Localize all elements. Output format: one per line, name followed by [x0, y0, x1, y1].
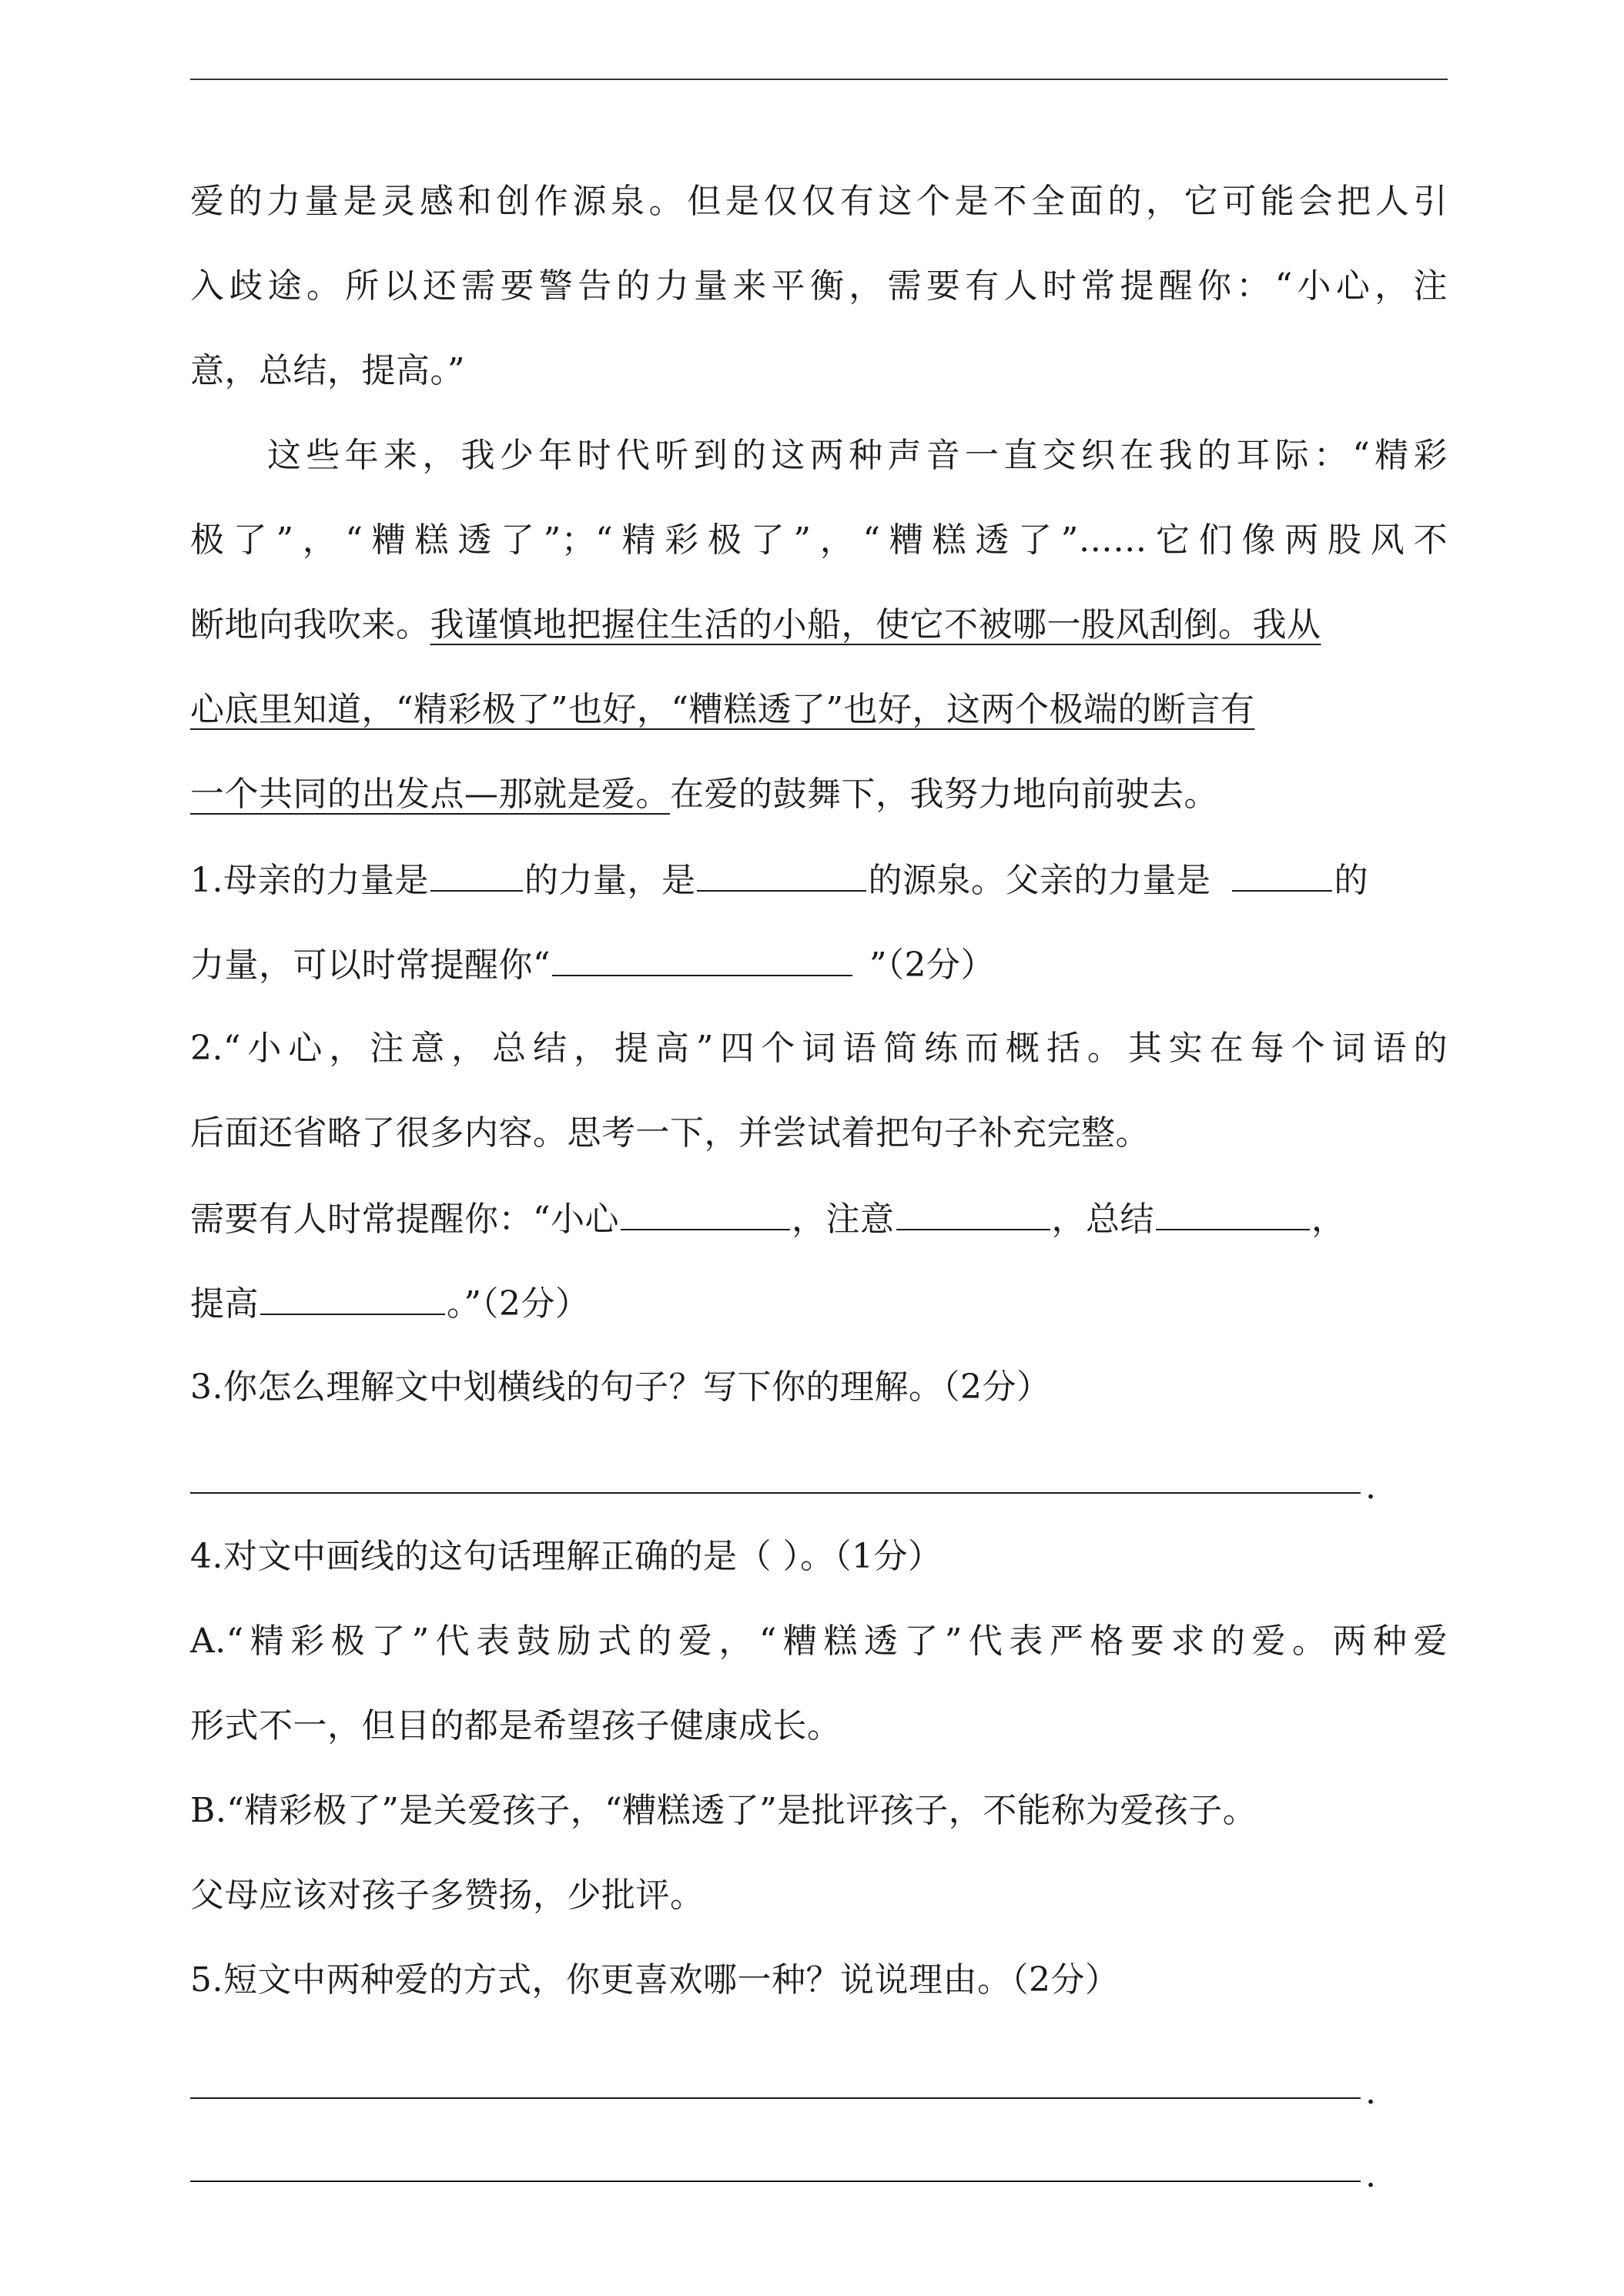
- option-b-line-1[interactable]: B.“精彩极了”是关爱孩子，“糟糕透了”是批评孩子，不能称为爱孩子。: [190, 1791, 1257, 1830]
- underlined-sentence: 一个共同的出发点—那就是爱。: [190, 775, 670, 814]
- question-text: ”（2分）: [869, 946, 995, 985]
- passage-text: 在爱的鼓舞下，我努力地向前驶去。: [670, 775, 1218, 814]
- answer-line-end: .: [1365, 2073, 1376, 2112]
- answer-line-end: .: [1365, 1468, 1376, 1507]
- fill-blank[interactable]: [621, 1195, 790, 1230]
- question-text: 需要有人时常提醒你：“小心: [190, 1200, 619, 1239]
- question-text: 的: [1334, 861, 1368, 900]
- question-text: 。”（2分）: [447, 1284, 590, 1324]
- question-text: 提高: [190, 1284, 259, 1324]
- question-text: 的力量，是: [524, 861, 696, 900]
- question-text: 1.母亲的力量是: [190, 861, 429, 900]
- answer-line-end: .: [1365, 2156, 1376, 2195]
- option-a-line-1[interactable]: A.“精彩极了”代表鼓励式的爱，“糟糕透了”代表严格要求的爱。两种爱: [190, 1622, 1448, 1661]
- option-b-line-2[interactable]: 父母应该对孩子多赞扬，少批评。: [190, 1876, 705, 1915]
- passage-line: 这些年来，我少年时代听到的这两种声音一直交织在我的耳际：“精彩: [267, 436, 1448, 475]
- question-2-line-1: 2.“小心，注意，总结，提高”四个词语简练而概括。其实在每个词语的: [190, 1029, 1448, 1068]
- question-1-line-1: [190, 856, 1448, 902]
- option-a-line-2[interactable]: 形式不一，但目的都是希望孩子健康成长。: [190, 1706, 842, 1745]
- question-5-prompt: 5.短文中两种爱的方式，你更喜欢哪一种？说说理由。（2分）: [190, 1960, 1120, 2000]
- underlined-sentence: 心底里知道，“精彩极了”也好，“糟糕透了”也好，这两个极端的断言有: [190, 690, 1255, 729]
- passage-line: 意，总结，提高。”: [190, 351, 465, 390]
- answer-line[interactable]: [190, 2097, 1361, 2099]
- question-text: 力量，可以时常提醒你“: [190, 946, 551, 985]
- question-text: 的源泉。父亲的力量是: [868, 861, 1211, 900]
- question-4-prompt: 4.对文中画线的这句话理解正确的是（ ）。（1分）: [190, 1537, 943, 1576]
- fill-blank[interactable]: [552, 941, 852, 976]
- question-2-line-3: [190, 1195, 1448, 1241]
- fill-blank[interactable]: [430, 856, 523, 892]
- passage-line: 入歧途。所以还需要警告的力量来平衡，需要有人时常提醒你：“小心，注: [190, 266, 1448, 306]
- fill-blank[interactable]: [896, 1195, 1050, 1230]
- passage-text: 断地向我吹来。: [190, 605, 430, 644]
- fill-blank[interactable]: [1156, 1195, 1310, 1230]
- passage-line: [190, 771, 1448, 818]
- header-rule: [190, 79, 1448, 80]
- question-2-line-2: 后面还省略了很多内容。思考一下，并尝试着把句子补充完整。: [190, 1113, 1150, 1153]
- question-text: ，总结: [1051, 1200, 1154, 1239]
- fill-blank[interactable]: [260, 1280, 445, 1315]
- underlined-sentence: 我谨慎地把握住生活的小船，使它不被哪一股风刮倒。我从: [430, 605, 1321, 644]
- answer-line[interactable]: [190, 2181, 1361, 2182]
- passage-line: [190, 687, 1448, 733]
- question-3-prompt: 3.你怎么理解文中划横线的句子？写下你的理解。（2分）: [190, 1367, 1051, 1407]
- fill-blank[interactable]: [1232, 856, 1332, 892]
- passage-line: 爱的力量是灵感和创作源泉。但是仅仅有这个是不全面的，它可能会把人引: [190, 182, 1448, 221]
- answer-line[interactable]: [190, 1492, 1361, 1494]
- question-text: ，: [1311, 1200, 1346, 1239]
- question-1-line-2: [190, 941, 1448, 987]
- question-text: ，注意: [792, 1200, 895, 1239]
- passage-line: [190, 602, 1448, 648]
- question-2-line-4: [190, 1280, 1448, 1326]
- passage-line: 极了”，“糟糕透了”；“精彩极了”，“糟糕透了”……它们像两股风不: [190, 520, 1448, 560]
- fill-blank[interactable]: [697, 856, 866, 892]
